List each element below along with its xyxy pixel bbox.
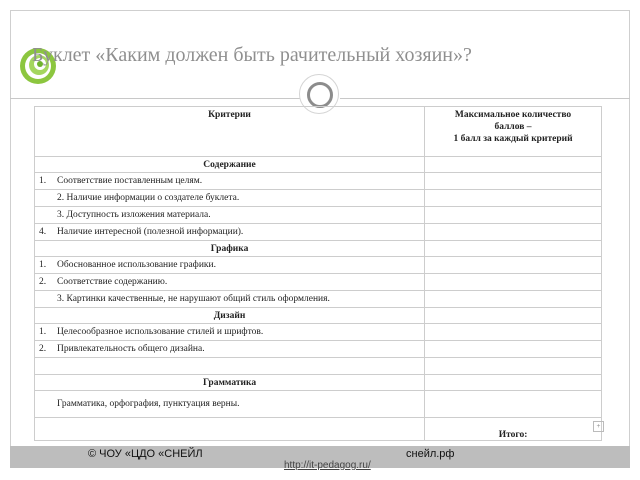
- title-divider-left: [10, 98, 300, 99]
- criterion-cell: [35, 391, 425, 418]
- table-row: [35, 274, 602, 291]
- criteria-header: Критерии: [35, 107, 425, 157]
- section-row: [35, 308, 602, 324]
- criterion-text: Целесообразное использование стилей и шрифтов.: [57, 327, 264, 337]
- table-row: [35, 341, 602, 358]
- criterion-cell: [35, 173, 425, 190]
- points-cell: [425, 257, 602, 274]
- points-cell: [425, 358, 602, 375]
- max-points-header: [425, 107, 602, 157]
- criterion-text: 2. Наличие информации о создателе буклета.: [57, 193, 240, 203]
- table-row: [35, 257, 602, 274]
- footer-copyright: © ЧОУ «ЦДО «СНЕЙЛ: [88, 448, 203, 460]
- points-cell: [425, 291, 602, 308]
- section-title: Грамматика: [35, 375, 425, 391]
- table-header-row: [35, 107, 602, 157]
- section-row: [35, 157, 602, 173]
- criterion-cell: [35, 257, 425, 274]
- item-number: 2.: [39, 277, 47, 287]
- points-cell: [425, 391, 602, 418]
- total-row: [35, 418, 602, 441]
- criterion-cell: [35, 341, 425, 358]
- total-label: Итого:: [425, 418, 602, 441]
- table-row: [35, 173, 602, 190]
- slide-title: Буклет «Каким должен быть рачительный хозяин»?: [32, 44, 472, 66]
- table-row: [35, 391, 602, 418]
- table-row: [35, 291, 602, 308]
- item-number: 4.: [39, 227, 47, 237]
- criterion-text: Соответствие содержанию.: [57, 277, 168, 287]
- footer-bar: [10, 446, 630, 471]
- table-row: [35, 324, 602, 341]
- criterion-text: Грамматика, орфография, пунктуация верны.: [57, 399, 240, 409]
- criterion-cell: [35, 190, 425, 207]
- table-row: [35, 224, 602, 241]
- points-cell: [425, 241, 602, 257]
- points-cell: [425, 190, 602, 207]
- section-title: Дизайн: [35, 308, 425, 324]
- section-row: [35, 375, 602, 391]
- max-points-line1: Максимальное количество: [454, 110, 572, 120]
- criterion-cell: [35, 358, 425, 375]
- table-row: [35, 207, 602, 224]
- footer-url-link[interactable]: http://it-pedagog.ru/: [284, 460, 371, 471]
- criterion-cell: [35, 291, 425, 308]
- section-title: Содержание: [35, 157, 425, 173]
- criterion-cell: [35, 418, 425, 441]
- max-points-line3: 1 балл за каждый критерий: [453, 134, 573, 144]
- max-points-line2: баллов –: [494, 122, 532, 132]
- criterion-text: 3. Картинки качественные, не нарушают общий стиль оформления.: [57, 294, 330, 304]
- criterion-text: 3. Доступность изложения материала.: [57, 210, 211, 220]
- criteria-table: [34, 106, 602, 441]
- points-cell: [425, 324, 602, 341]
- points-cell: [425, 224, 602, 241]
- criterion-cell: [35, 274, 425, 291]
- points-cell: [425, 274, 602, 291]
- points-cell: [425, 375, 602, 391]
- expand-corner-icon[interactable]: +: [593, 421, 604, 432]
- section-row: [35, 241, 602, 257]
- section-title: Графика: [35, 241, 425, 257]
- points-cell: [425, 173, 602, 190]
- criterion-text: Обоснованное использование графики.: [57, 260, 216, 270]
- criterion-cell: [35, 207, 425, 224]
- points-cell: [425, 207, 602, 224]
- criterion-text: Привлекательность общего дизайна.: [57, 344, 205, 354]
- criterion-text: Соответствие поставленным целям.: [57, 176, 203, 186]
- empty-row: [35, 358, 602, 375]
- criterion-text: Наличие интересной (полезной информации).: [57, 227, 244, 237]
- points-cell: [425, 308, 602, 324]
- title-divider-right: [340, 98, 630, 99]
- criterion-cell: [35, 224, 425, 241]
- table-row: [35, 190, 602, 207]
- criterion-cell: [35, 324, 425, 341]
- item-number: 1.: [39, 327, 47, 337]
- item-number: 2.: [39, 344, 47, 354]
- item-number: 1.: [39, 260, 47, 270]
- item-number: 1.: [39, 176, 47, 186]
- points-cell: [425, 341, 602, 358]
- points-cell: [425, 157, 602, 173]
- footer-site: снейл.рф: [406, 448, 455, 460]
